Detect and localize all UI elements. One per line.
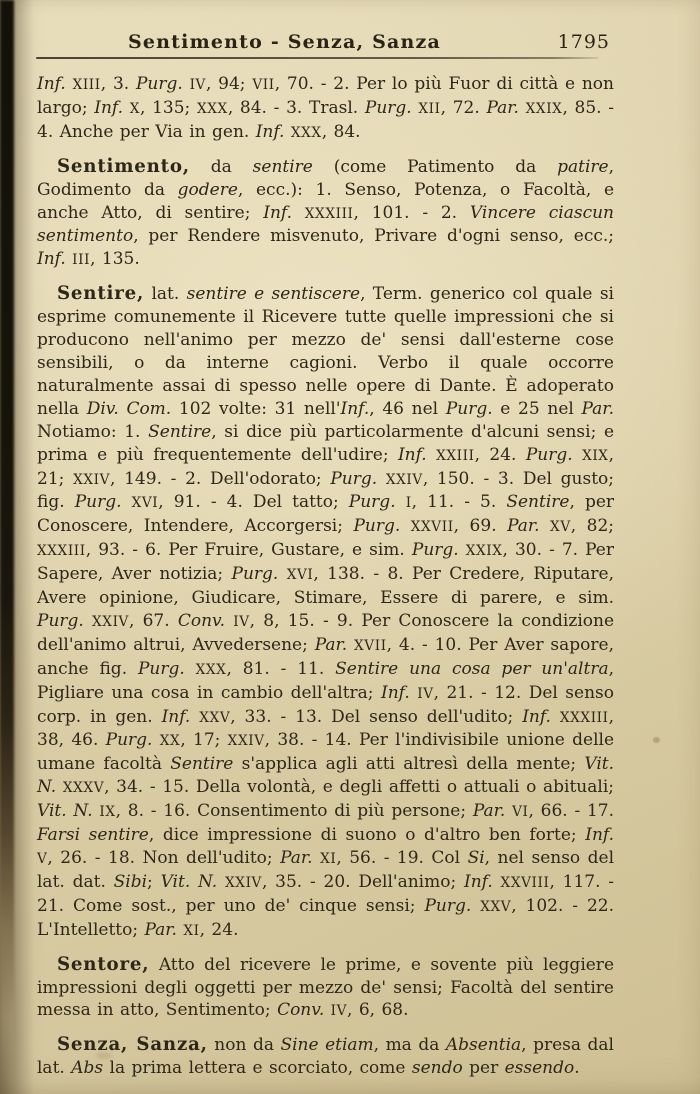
header-rule (36, 57, 599, 59)
italic-text: Inf. (37, 249, 66, 270)
italic-text: Absentia (445, 1035, 522, 1056)
italic-text: Inf. (340, 398, 370, 419)
roman-numeral: XI (320, 851, 337, 867)
roman-numeral: XXXIII (304, 205, 354, 222)
italic-text: Par. (507, 516, 540, 537)
italic-text: Sentire una cosa per un'altra (335, 658, 609, 679)
italic-text: Abs (71, 1058, 104, 1079)
italic-text: Sentire (170, 754, 234, 775)
roman-numeral: IV (189, 77, 206, 93)
italic-text: Par. (314, 634, 348, 655)
roman-numeral: XXIV (225, 874, 262, 891)
italic-text: Div. Com. (86, 398, 172, 419)
roman-numeral: XXX (195, 661, 227, 678)
roman-numeral: XXVIII (500, 874, 550, 891)
italic-text: Purg. (445, 398, 493, 419)
roman-numeral: XXIV (92, 613, 129, 630)
roman-numeral: III (72, 252, 91, 269)
roman-numeral: XXIII (436, 447, 475, 464)
roman-numeral: V (37, 851, 48, 867)
roman-numeral: IV (417, 685, 434, 702)
italic-text: Purg. (364, 97, 412, 118)
roman-numeral: VII (252, 77, 275, 93)
roman-numeral: XX (159, 733, 181, 750)
italic-text: Sentire (148, 421, 212, 442)
italic-text: Par. (486, 97, 519, 118)
roman-numeral: IV (233, 613, 250, 630)
italic-text: Inf. (522, 706, 551, 727)
roman-numeral: XXXV (62, 780, 105, 797)
italic-text: Purg. (330, 468, 378, 489)
roman-numeral: XXVII (410, 519, 454, 536)
entry-word: Sentimento, (57, 155, 190, 177)
italic-text: Inf. (161, 706, 191, 727)
entry-word: Senza, Sanza, (57, 1034, 208, 1056)
roman-numeral: XVI (286, 567, 314, 584)
italic-text: Conv. (277, 1000, 325, 1021)
roman-numeral: VI (512, 804, 529, 821)
roman-numeral: XXXIII (559, 709, 609, 726)
italic-text: Purg. (424, 895, 472, 916)
book-binding-edge (0, 0, 14, 1094)
roman-numeral: XXIV (73, 471, 111, 488)
paragraph: Sentire, lat. sentire e sentiscere, Term. generico col quale si esprime comunemente il Ricevere tutte quelle impressioni che si producono nell'animo per mezzo de' sensi dall'esterne cose sensibili, o da interne cagioni. Verbo il quale occorre naturalmente assai di spesso nelle opere di Dante. È adoperato nella Div. Com. 102 volte: 31 nell'Inf., 46 nel Purg. e 25 nel Par. Notiamo: 1. Sentire, si dice più particolarmente d'alcuni sensi; e prima e più frequentemente dell'udire; Inf. XXIII, 24. Purg. XIX, 21; XXIV, 149. - 2. Dell'odorato; Purg. XXIV, 150. - 3. Del gusto; fig. Purg. XVI, 91. - 4. Del tatto; Purg. I, 11. - 5. Sentire, per Conoscere, Intendere, Accorgersi; Purg. XXVII, 69. Par. XV, 82; XXXIII, 93. - 6. Per Fruire, Gustare, e sim. Purg. XXIX, 30. - 7. Per Sapere, Aver notizia; Purg. XVI, 138. - 8. Per Credere, Riputare, Avere opinione, Giudicare, Stimare, Essere di parere, e sim. Purg. XXIV, 67. Conv. IV, 8, 15. - 9. Per Conoscere la condizione dell'animo altrui, Avvedersene; Par. XVII, 4. - 10. Per Aver sapore, anche fig. Purg. XXX, 81. - 11. Sentire una cosa per un'altra, Pigliare una cosa in cambio dell'altra; Inf. IV, 21. - 12. Del senso corp. in gen. Inf. XXV, 33. - 13. Del senso dell'udito; Inf. XXXIII, 38, 46. Purg. XX, 17; XXIV, 38. - 14. Per l'indivisibile unione delle umane facoltà Sentire s'applica agli atti altresì della mente; Vit. N. XXXV, 34. - 15. Della volontà, e degli affetti o attuali o abituali; Vit. N. IX, 8. - 16. Consentimento di più persone; Par. VI, 66. - 17. Farsi sentire, dice impressione di suono o d'altro ben forte; Inf. V, 26. - 18. Non dell'udito; Par. XI, 56. - 19. Col Si, nel senso del lat. dat. Sibi; Vit. N. XXIV, 35. - 20. Dell'animo; Inf. XXVIII, 117. - 21. Come sost., per uno de' cinque sensi; Purg. XXV, 102. - 22. L'Intelletto; Par. XI, 24. (37, 283, 615, 940)
roman-numeral: I (405, 495, 412, 512)
roman-numeral: XII (418, 100, 441, 117)
italic-text: Inf. (263, 202, 292, 223)
italic-text: Si (467, 848, 485, 868)
roman-numeral: XXX (290, 124, 322, 141)
italic-text: Sentire (506, 492, 570, 513)
italic-text: Vit. N. (37, 754, 615, 798)
roman-numeral: XXV (480, 898, 512, 915)
header-title: Sentimento - Senza, Sanza (127, 31, 442, 53)
text-block (37, 73, 614, 1080)
italic-text: sendo (411, 1058, 463, 1079)
italic-text: Inf. (94, 97, 124, 118)
italic-text: Farsi sentire (37, 825, 149, 846)
entry-word: Sentore, (57, 953, 150, 975)
italic-text: Conv. (177, 610, 226, 631)
italic-text: godere (177, 179, 238, 200)
italic-text: Sine etiam (280, 1035, 374, 1056)
roman-numeral: IV (330, 1003, 348, 1020)
italic-text: Vincere ciascun sentimento (37, 202, 615, 247)
italic-text: Vit. N. (160, 871, 218, 892)
italic-text: Inf. (585, 825, 614, 846)
dust-speck (653, 737, 660, 743)
italic-text: Inf. (255, 121, 285, 142)
italic-text: Purg. (137, 658, 185, 679)
italic-text: Par. (280, 848, 313, 868)
italic-text: Purg. (348, 492, 396, 513)
italic-text: Inf. (397, 444, 427, 465)
italic-text: Purg. (411, 540, 459, 561)
roman-numeral: XIII (72, 77, 101, 93)
roman-numeral: XI (183, 922, 200, 939)
paragraph: Sentore, Atto del ricevere le prime, e sovente più leggiere impressioni degli oggetti per mezzo de' sensi; Facoltà del sentire messa in atto, Sentimento; Conv. IV, 6, 68. (37, 953, 614, 1021)
italic-text: Purg. (525, 444, 573, 465)
italic-text: Sibi (113, 871, 148, 892)
page-number: 1795 (557, 31, 610, 53)
roman-numeral: XVII (354, 637, 387, 654)
roman-numeral: XXX (196, 100, 228, 117)
italic-text: Purg. (37, 610, 84, 631)
italic-text: Purg. (135, 74, 183, 94)
paragraph: Sentimento, da sentire (come Patimento da patire, Godimento da godere, ecc.): 1. Senso, Potenza, o Facoltà, e anche Atto, di sentire; Inf. XXXIII, 101. - 2. Vincere ciascun sentimento, per Rendere misvenuto, Privare d'ogni senso, ecc.; Inf. III, 135. (37, 155, 615, 270)
paragraph: Inf. XIII, 3. Purg. IV, 94; VII, 70. - 2. Per lo più Fuor di città e non largo; Inf. X, 135; XXX, 84. - 3. Trasl. Purg. XII, 72. Par. XXIX, 85. - 4. Anche per Via in gen. Inf. XXX, 84. (37, 74, 615, 142)
paragraph: Senza, Sanza, non da Sine etiam, ma da Absentia, presa dal lat. Abs la prima lettera e scorciato, come sendo per essendo. (37, 1034, 614, 1079)
italic-text: Inf. (37, 74, 66, 94)
roman-numeral: XV (550, 519, 571, 536)
italic-text: Purg. (231, 564, 279, 585)
roman-numeral: IX (99, 804, 116, 821)
roman-numeral: XXIV (227, 733, 265, 750)
roman-numeral: XXIX (465, 543, 503, 560)
roman-numeral: XXIV (385, 471, 423, 488)
italic-text: sentire e sentiscere (186, 284, 361, 305)
roman-numeral: XXIX (525, 100, 563, 117)
roman-numeral: XVI (131, 495, 159, 512)
italic-text: sentire (252, 156, 313, 177)
dust-speck (96, 1052, 112, 1059)
italic-text: Inf. (381, 682, 410, 703)
italic-text: Par. (144, 919, 177, 940)
roman-numeral: X (129, 100, 140, 117)
italic-text: Vit. N. (37, 801, 93, 822)
italic-text: Par. (581, 398, 614, 419)
italic-text: Inf. (463, 871, 493, 892)
roman-numeral: XXV (199, 709, 231, 726)
italic-text: Purg. (353, 516, 401, 537)
italic-text: essendo (504, 1058, 575, 1079)
italic-text: Purg. (105, 730, 153, 751)
entry-word: Sentire, (57, 283, 145, 305)
roman-numeral: XXXIII (37, 543, 86, 560)
italic-text: Par. (472, 801, 506, 822)
italic-text: Purg. (74, 492, 122, 513)
roman-numeral: XIX (582, 447, 609, 464)
italic-text: patire (557, 156, 609, 177)
running-header (37, 31, 612, 55)
